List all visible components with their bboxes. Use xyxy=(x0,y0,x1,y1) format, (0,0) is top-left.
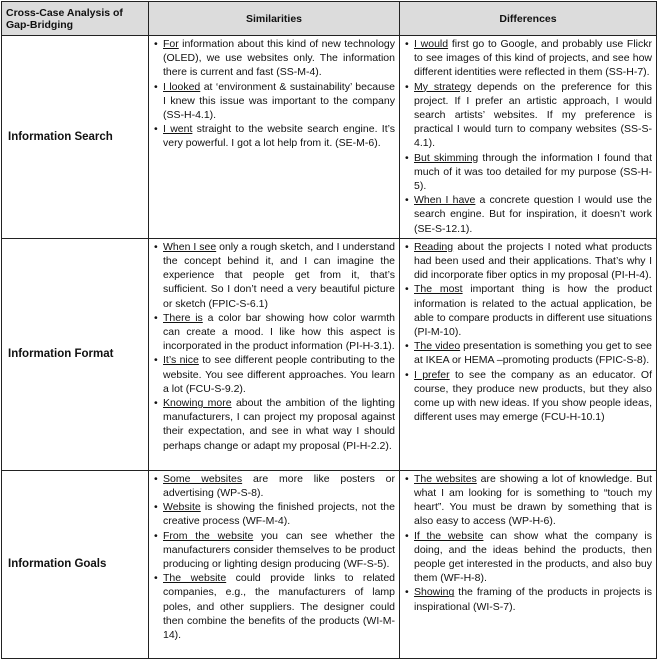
row-information-search xyxy=(2,36,657,239)
quote-item xyxy=(154,529,395,572)
quote-text: information about this kind of new technology (OLED), we use websites only. The information there is current and fast (SS-M-4). xyxy=(163,38,395,79)
quote-item xyxy=(154,353,395,396)
header-row xyxy=(2,2,657,36)
similarities-cell xyxy=(149,470,400,658)
row-label: Information Format xyxy=(2,238,149,470)
quote-lead: The most xyxy=(414,283,463,296)
similarities-cell xyxy=(149,36,400,239)
quote-lead: There is xyxy=(163,311,203,324)
quote-text: is showing the finished projects, not the creative process (WF-M-4). xyxy=(163,501,395,528)
quote-text: at ‘environment & sustainability’ because I knew this issue was important to the company (SS-H-4.1). xyxy=(163,80,395,122)
quote-item xyxy=(405,282,652,339)
quote-list xyxy=(154,240,395,453)
quote-list xyxy=(154,37,395,151)
quote-lead: For xyxy=(163,38,179,50)
quote-item xyxy=(405,368,652,425)
quote-item xyxy=(405,193,652,236)
quote-text: about the ambition of the lighting manufacturers, I can project my proposal against their expectation, and see in what way I should perhaps change or adapt my proposal (PI-H-2.2). xyxy=(163,397,395,452)
quote-item xyxy=(154,122,395,150)
row-information-goals xyxy=(2,470,657,658)
quote-text: the framing of the products in projects is inspirational (WI-S-7). xyxy=(414,586,652,613)
quote-text: can show what the company is doing, and the ideas behind the products, then people get interested in the products, and also buy them (WF-H-8). xyxy=(414,529,652,585)
quote-text: presentation is something you get to see at IKEA or HEMA –promoting products (FPIC-S-8). xyxy=(414,340,652,367)
row-label: Information Search xyxy=(2,36,149,239)
quote-item xyxy=(405,529,652,586)
quote-item xyxy=(405,472,652,529)
row-information-format xyxy=(2,238,657,470)
quote-text: are showing a lot of knowledge. But what I am looking for is something to “touch my heart”. You must be drawn by something that is also easy to access (WP-H-6). xyxy=(414,472,652,528)
quote-lead: But skimming xyxy=(414,151,479,164)
quote-lead: It’s nice xyxy=(163,354,199,367)
quote-text: only a rough sketch, and I understand the concept behind it, and I can imagine the experience that people get from it, that’s sufficient. So I don’t need a very beautiful picture or sketch (FPIC-S-6.1) xyxy=(163,240,395,310)
quote-item xyxy=(154,472,395,500)
quote-lead: Showing xyxy=(414,586,455,599)
gap-bridging-table xyxy=(1,1,657,659)
quote-text: a color bar showing how color warmth can create a mood. I like how this aspect is incorporated in the product information (PI-H-3.1). xyxy=(163,311,395,353)
quote-lead: My strategy xyxy=(414,80,472,93)
quote-lead: The websites xyxy=(414,472,477,485)
quote-lead: I prefer xyxy=(414,368,450,381)
quote-list xyxy=(405,240,652,425)
quote-text: through the information I found that much of it was too detailed for my purpose (SS-H-5). xyxy=(414,151,653,193)
quote-item xyxy=(154,396,395,453)
quote-lead: From the website xyxy=(163,529,254,542)
quote-list xyxy=(154,472,395,642)
quote-text: important thing is how the product information is related to the actual application, be able to compare products in different use situations (PI-M-10). xyxy=(414,283,652,339)
quote-text: you can see whether the manufacturers consider themselves to be product producing or lighting design producing (WF-S-5). xyxy=(163,529,396,571)
quote-item xyxy=(405,80,652,151)
header-similarities: Similarities xyxy=(149,2,400,36)
differences-cell xyxy=(400,36,657,239)
quote-item xyxy=(405,585,652,613)
quote-lead: When I have xyxy=(414,194,476,207)
row-label: Information Goals xyxy=(2,470,149,658)
quote-lead: The website xyxy=(163,572,227,585)
quote-text: a concrete question I would use the search engine. But for inspiration, it doesn’t work (SE-S-12.1). xyxy=(414,194,653,235)
quote-text: depends on the preference for this project. If I prefer an artistic approach, I would search artists’ websites. If my preference is practical I would turn to company websites (SS-S-4.1). xyxy=(414,80,653,150)
header-analysis: Cross-Case Analysis of Gap-Bridging xyxy=(2,2,149,36)
quote-lead: Website xyxy=(163,501,201,514)
quote-lead: When I see xyxy=(163,240,217,253)
quote-list xyxy=(405,37,652,236)
quote-text: to see different people contributing to the website. You see different approaches. You learn a lot (FCU-S-9.2). xyxy=(163,354,395,395)
quote-lead: Some websites xyxy=(163,472,243,485)
quote-text: first go to Google, and probably use Flickr to see images of this kind of projects, and see how different identities were reflected in them (SS-H-7). xyxy=(414,38,652,79)
quote-lead: I went xyxy=(163,123,193,136)
quote-item xyxy=(154,311,395,354)
quote-list xyxy=(405,472,652,614)
quote-item xyxy=(154,80,395,123)
differences-cell xyxy=(400,238,657,470)
header-differences: Differences xyxy=(400,2,657,36)
quote-text: are more like posters or advertising (WP-S-8). xyxy=(163,472,395,500)
differences-cell xyxy=(400,470,657,658)
quote-lead: Reading xyxy=(414,240,454,253)
quote-text: about the projects I noted what products had been used and their applications. That’s why I did incorporate fiber optics in my proposal (PI-H-4). xyxy=(414,240,652,282)
quote-lead: If the website xyxy=(414,529,484,542)
quote-lead: Knowing more xyxy=(163,397,232,410)
quote-item xyxy=(405,339,652,367)
quote-item xyxy=(405,37,652,80)
quote-item xyxy=(154,571,395,642)
quote-item xyxy=(154,500,395,528)
similarities-cell xyxy=(149,238,400,470)
quote-item xyxy=(154,37,395,80)
quote-text: could provide links to related companies, e.g., the manufacturers of lamp poles, and other suppliers. The designer could then combine the benefits of the products (WI-M-14). xyxy=(163,572,395,642)
quote-lead: The video xyxy=(414,340,461,353)
quote-item xyxy=(405,151,652,194)
quote-text: straight to the website search engine. It’s very powerful. I got a lot help from it. (SE-M-6). xyxy=(163,123,396,150)
quote-text: to see the company as an educator. Of course, they produce new products, but they also come up with new ideas. If you show people ideas, different uses may emerge (FCU-H-10.1) xyxy=(414,368,653,424)
quote-lead: I looked xyxy=(163,80,201,93)
quote-item xyxy=(154,240,395,311)
quote-item xyxy=(405,240,652,283)
quote-lead: I would xyxy=(414,38,449,50)
